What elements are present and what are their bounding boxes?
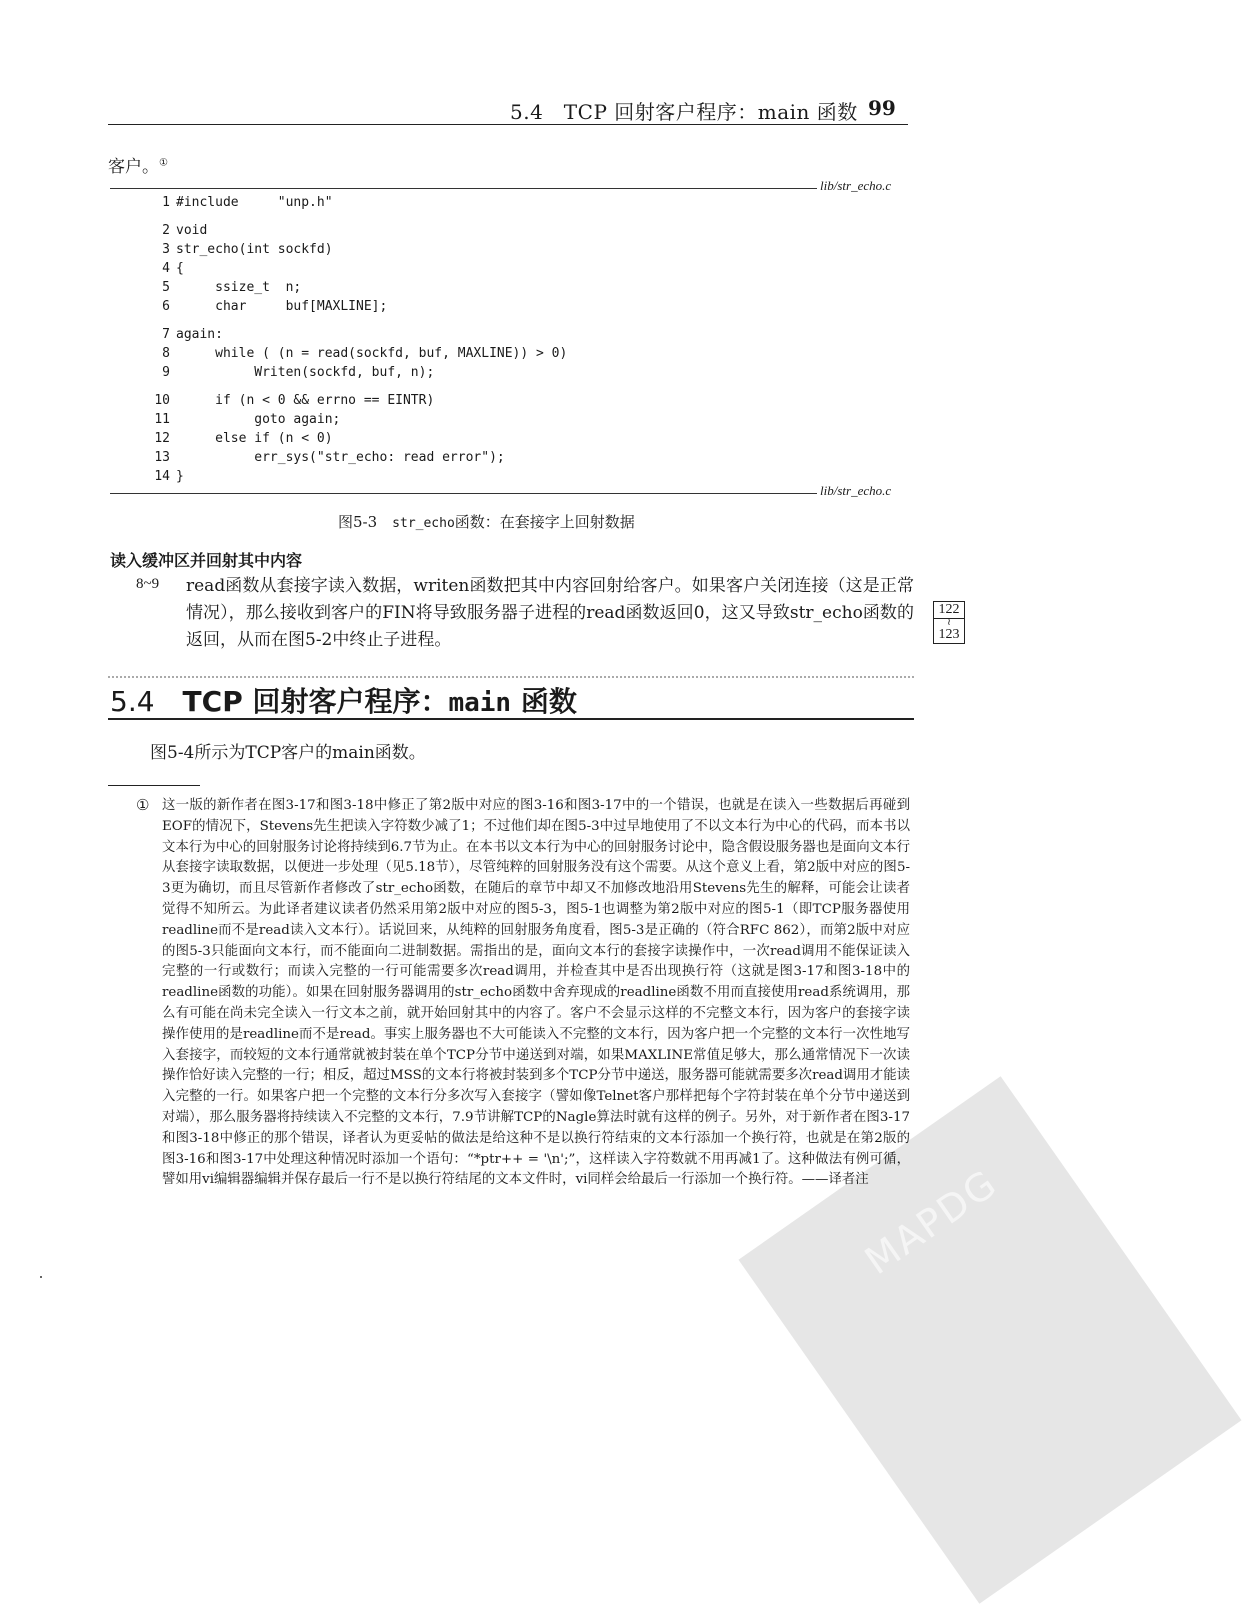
section-dotted-rule — [108, 676, 914, 678]
code-line — [150, 411, 340, 429]
code-line — [150, 392, 434, 410]
code-line — [150, 345, 567, 363]
code-line — [150, 194, 333, 212]
header-rule — [108, 124, 908, 125]
code-line-text: ssize_t n; — [176, 280, 302, 295]
margin-page-ref — [933, 601, 965, 644]
code-line-number: 8 — [162, 346, 170, 361]
margin-page-sep: ≀ — [947, 617, 951, 628]
margin-page-top: 122 — [934, 602, 964, 619]
code-line-text: str_echo(int sockfd) — [176, 242, 333, 257]
code-line-text: } — [176, 469, 184, 484]
lead-text: 客户。① — [108, 157, 168, 177]
code-line-number: 9 — [162, 365, 170, 380]
footnote-text: 这一版的新作者在图3-17和图3-18中修正了第2版中对应的图3-16和图3-17中的一个错误，也就是在读入一些数据后再碰到EOF的情况下，Stevens先生把读入字符数少减了1；不过他们却在图5-3中过早地使用了不以文本行为中心的代码，而本书以文本行为中心的回射服务讨论将持续到6.7节为止。在本书以文本行为中心的回射服务讨论中，隐含假设服务器也是面向文本行从套接字读取数据，以便进一步处理（见5.18节），尽管纯粹的回射服务没有这个需要。从这个意义上看，第2版中对应的图5-3更为确切，而且尽管新作者修改了str_echo函数，在随后的章节中却又不加修改地沿用Stevens先生的解释，可能会让读者觉得不知所云。为此译者建议读者仍然采用第2版中对应的图5-3，图5-1也调整为第2版中对应的图5-1（即TCP服务器使用readline而不是read读入文本行）。话说回来，从纯粹的回射服务角度看，图5-3是正确的（符合RFC 862），而第2版中对应的图5-3只能面向文本行，而不能面向二进制数据。需指出的是，面向文本行的套接字读操作中，一次read调用不能保证读入完整的一行或数行；而读入完整的一行可能需要多次read调用，并检查其中是否出现换行符（这就是图3-17和图3-18中的readline函数的功能）。如果在回射服务器调用的str_echo函数中舍弃现成的readline函数不用而直接使用read系统调用，那么有可能在尚未完全读入一行文本之前，就开始回射其中的内容了。客户不会显示这样的不完整文本行，因为客户的套接字读操作使用的是readline而不是read。事实上服务器也不大可能读入不完整的文本行，因为客户把一个完整的文本行一次性地写入套接字，而较短的文本行通常就被封装在单个TCP分节中递送到对端，如果MAXLINE常值足够大，那么通常情况下一次读操作恰好读入完整的一行；相反，超过MSS的文本行将被封装到多个TCP分节中递送，服务器可能就需要多次read调用才能读入完整的一行。如果客户把一个完整的文本行分多次写入套接字（譬如像Telnet客户那样把每个字符封装在单个分节中递送到对端），那么服务器将持续读入不完整的文本行，7.9节讲解TCP的Nagle算法时就有这样的例子。另外，对于新作者在图3-17和图3-18中修正的那个错误，译者认为更妥帖的做法是给这种不是以换行符结束的文本行添加一个换行符，也就是在第2版的图3-16和图3-17中处理这种情况时添加一个语句：“*ptr++ = '\n';”，这样读入字符数就不用再减1了。这种做法有例可循，譬如用vi编辑器编辑并保存最后一行不是以换行符结尾的文本文件时，vi同样会给最后一行添加一个换行符。——译者注 — [162, 798, 910, 1188]
code-line — [150, 279, 301, 297]
code-line-text: #include "unp.h" — [176, 195, 333, 210]
code-line-text: goto again; — [176, 412, 341, 427]
code-bottom-rule — [110, 493, 817, 494]
code-filename-top: lib/str_echo.c — [820, 178, 892, 193]
page-number: 99 — [868, 96, 896, 120]
code-line-text: { — [176, 261, 184, 276]
code-line-number: 5 — [162, 280, 170, 295]
code-line-number: 12 — [154, 431, 170, 446]
code-line-number: 13 — [154, 450, 170, 465]
body-text: 图5-4所示为TCP客户的main函数。 — [150, 743, 426, 763]
code-line — [150, 241, 333, 259]
paragraph-line-range: 8~9 — [136, 576, 160, 592]
code-line — [150, 298, 387, 316]
code-line-text: err_sys("str_echo: read error"); — [176, 450, 505, 465]
section-title: 5.4 TCP 回射客户程序：main 函数 — [110, 685, 577, 718]
code-line — [150, 430, 333, 448]
code-line — [150, 468, 184, 486]
footnote-ref[interactable]: ① — [159, 157, 168, 169]
code-line — [150, 449, 505, 467]
paragraph-text: read函数从套接字读入数据，writen函数把其中内容回射给客户。如果客户关闭连接（这是正常情况），那么接收到客户的FIN将导致服务器子进程的read函数返回0，这又导致str_echo函数的返回，从而在图5-2中终止子进程。 — [186, 576, 914, 650]
code-line-text: else if (n < 0) — [176, 431, 333, 446]
margin-page-bottom: 123 — [938, 627, 960, 642]
code-line-number: 6 — [162, 299, 170, 314]
code-line-number: 2 — [162, 223, 170, 238]
code-line-number: 4 — [162, 261, 170, 276]
code-line-text: char buf[MAXLINE]; — [176, 299, 388, 314]
code-line-text: if (n < 0 && errno == EINTR) — [176, 393, 435, 408]
code-line — [150, 364, 434, 382]
code-line-text: Writen(sockfd, buf, n); — [176, 365, 435, 380]
running-header-title: 5.4 TCP 回射客户程序：main 函数 — [510, 100, 858, 124]
code-line-number: 10 — [154, 393, 170, 408]
scan-speck — [40, 1276, 42, 1278]
code-line-number: 14 — [154, 469, 170, 484]
code-line-text: again: — [176, 327, 223, 342]
footnote-mark: ① — [136, 796, 150, 814]
code-filename-bottom: lib/str_echo.c — [820, 483, 892, 498]
code-line-number: 1 — [162, 195, 170, 210]
code-line — [150, 326, 223, 344]
figure-caption: 图5-3 str_echo函数：在套接字上回射数据 — [338, 513, 635, 531]
code-line-number: 3 — [162, 242, 170, 257]
code-line — [150, 260, 184, 278]
section-rule — [108, 718, 914, 720]
code-line-text: while ( (n = read(sockfd, buf, MAXLINE)) > 0) — [176, 346, 568, 361]
code-line-text: void — [176, 223, 208, 238]
code-line-number: 11 — [154, 412, 170, 427]
footnote-rule — [108, 785, 200, 786]
subheading: 读入缓冲区并回射其中内容 — [110, 551, 303, 570]
code-line — [150, 222, 207, 240]
watermark: MAPDG — [856, 1160, 1006, 1284]
code-line-number: 7 — [162, 327, 170, 342]
code-top-rule — [110, 188, 817, 189]
